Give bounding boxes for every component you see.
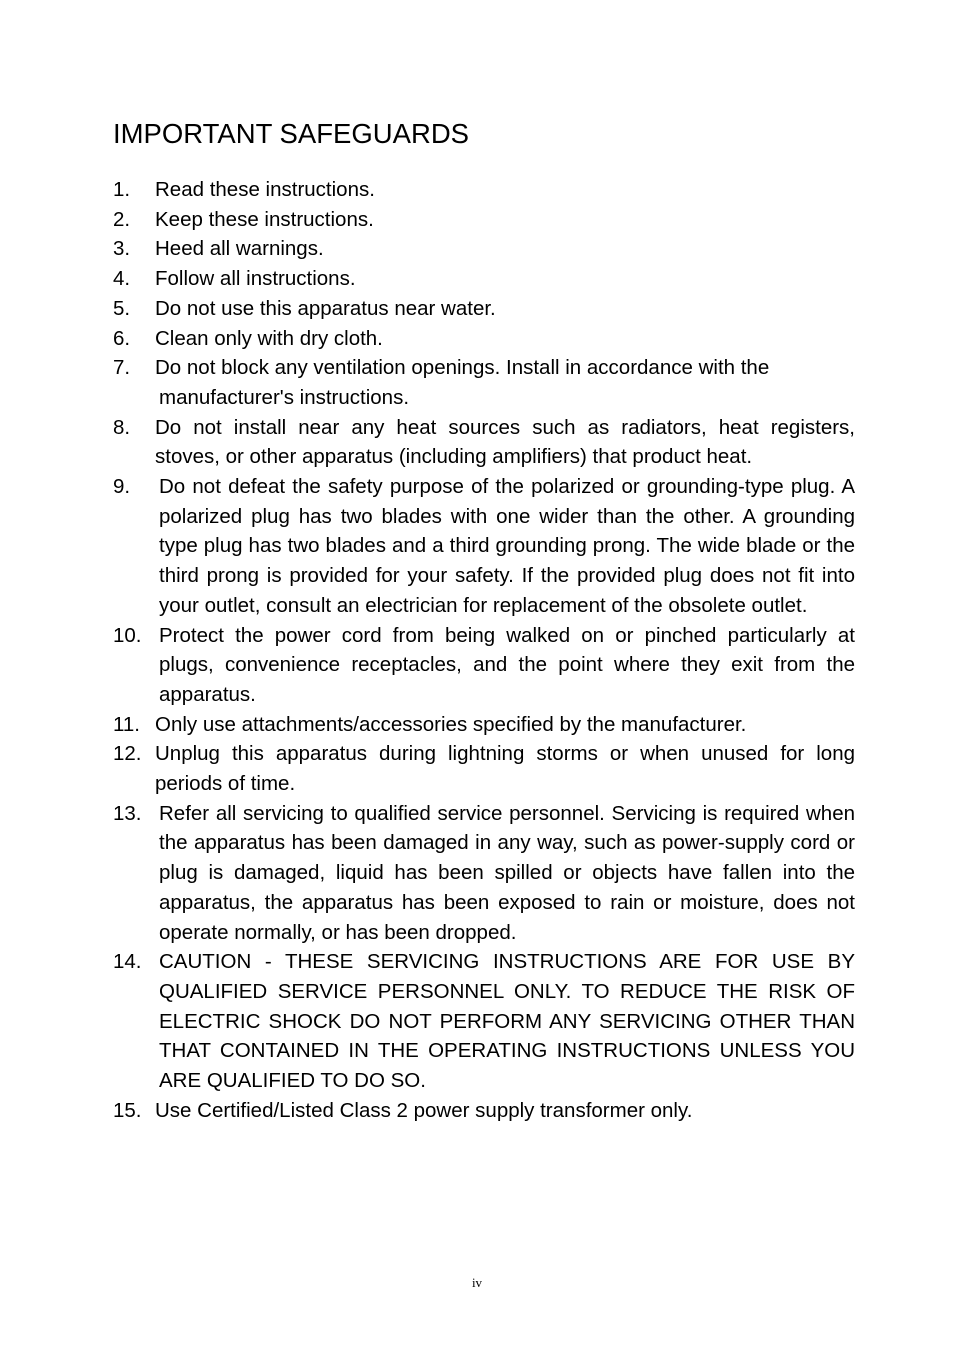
- item-number: 1.: [113, 178, 131, 201]
- item-text: Keep these instructions.: [155, 207, 374, 231]
- item-text: Refer all servicing to qualified service personnel. Servicing is required when the apparatus has been damaged in any way, such as power-supply cord or plug is damaged, liquid has been spilled or objects have fallen into the apparatus, the apparatus has been exposed to rain or moisture, does not operate normally, or has been dropped.: [159, 801, 855, 944]
- list-item: [113, 353, 855, 412]
- safeguards-list: [113, 175, 855, 1126]
- list-item: [113, 324, 855, 354]
- item-text: Read these instructions.: [155, 178, 375, 201]
- list-item: [113, 799, 855, 948]
- page-number: iv: [471, 1275, 483, 1290]
- item-text: Use Certified/Listed Class 2 power supply transformer only.: [155, 1098, 693, 1122]
- item-number: 4.: [113, 267, 131, 291]
- item-text: CAUTION - THESE SERVICING INSTRUCTIONS ARE FOR USE BY QUALIFIED SERVICE PERSONNEL ONLY. TO REDUCE THE RISK OF ELECTRIC SHOCK DO NOT PERFORM ANY SERVICING OTHER THAN THAT CONTAINED IN THE OPERATING INSTRUCTIONS UNLESS YOU ARE QUALIFIED TO DO SO.: [159, 950, 855, 1093]
- list-item: [113, 234, 855, 264]
- list-item: [113, 710, 855, 740]
- item-text: Do not defeat the safety purpose of the polarized or grounding-type plug. A polarized plug has two blades with one wider than the other. A grounding type plug has two blades and a third grounding prong. The wide blade or the third prong is provided for your safety. If the provided plug does not fit into your outlet, consult an electrician for replacement of the obsolete outlet.: [159, 475, 855, 617]
- item-number: 12.: [113, 742, 142, 766]
- list-item: [113, 205, 855, 235]
- item-number: 9.: [113, 475, 131, 499]
- list-item: [113, 175, 855, 205]
- item-text: Clean only with dry cloth.: [155, 326, 383, 350]
- list-item: [113, 413, 855, 472]
- item-number: 15.: [113, 1098, 142, 1122]
- item-number: 14.: [113, 950, 142, 974]
- item-text: Heed all warnings.: [155, 237, 324, 261]
- item-text: Unplug this apparatus during lightning storms or when unused for long periods of time.: [155, 742, 855, 796]
- item-number: 7.: [113, 356, 131, 380]
- page-title: IMPORTANT SAFEGUARDS: [113, 118, 470, 149]
- list-item: [113, 472, 855, 621]
- list-item: [113, 264, 855, 294]
- item-number: 5.: [113, 296, 131, 320]
- item-number: 6.: [113, 326, 131, 350]
- list-item: [113, 294, 855, 324]
- item-number: 3.: [113, 237, 131, 261]
- item-number: 2.: [113, 207, 131, 231]
- list-item: [113, 739, 855, 798]
- item-number: 8.: [113, 415, 131, 439]
- list-item: [113, 621, 855, 710]
- item-text: Do not block any ventilation openings. Install in accordance with the manufacturer's instructions.: [155, 356, 770, 409]
- list-item: [113, 947, 855, 1096]
- item-number: 10.: [113, 623, 142, 647]
- item-text: Follow all instructions.: [155, 267, 356, 291]
- item-text: Do not install near any heat sources such as radiators, heat registers, stoves, or other apparatus (including amplifiers) that product heat.: [155, 415, 855, 469]
- item-number: 11.: [113, 712, 140, 736]
- item-text: Protect the power cord from being walked on or pinched particularly at plugs, convenience receptacles, and the point where they exit from the apparatus.: [159, 623, 855, 706]
- item-text: Only use attachments/accessories specified by the manufacturer.: [155, 712, 747, 736]
- list-item: [113, 1096, 855, 1126]
- item-text: Do not use this apparatus near water.: [155, 296, 496, 320]
- item-number: 13.: [113, 801, 142, 825]
